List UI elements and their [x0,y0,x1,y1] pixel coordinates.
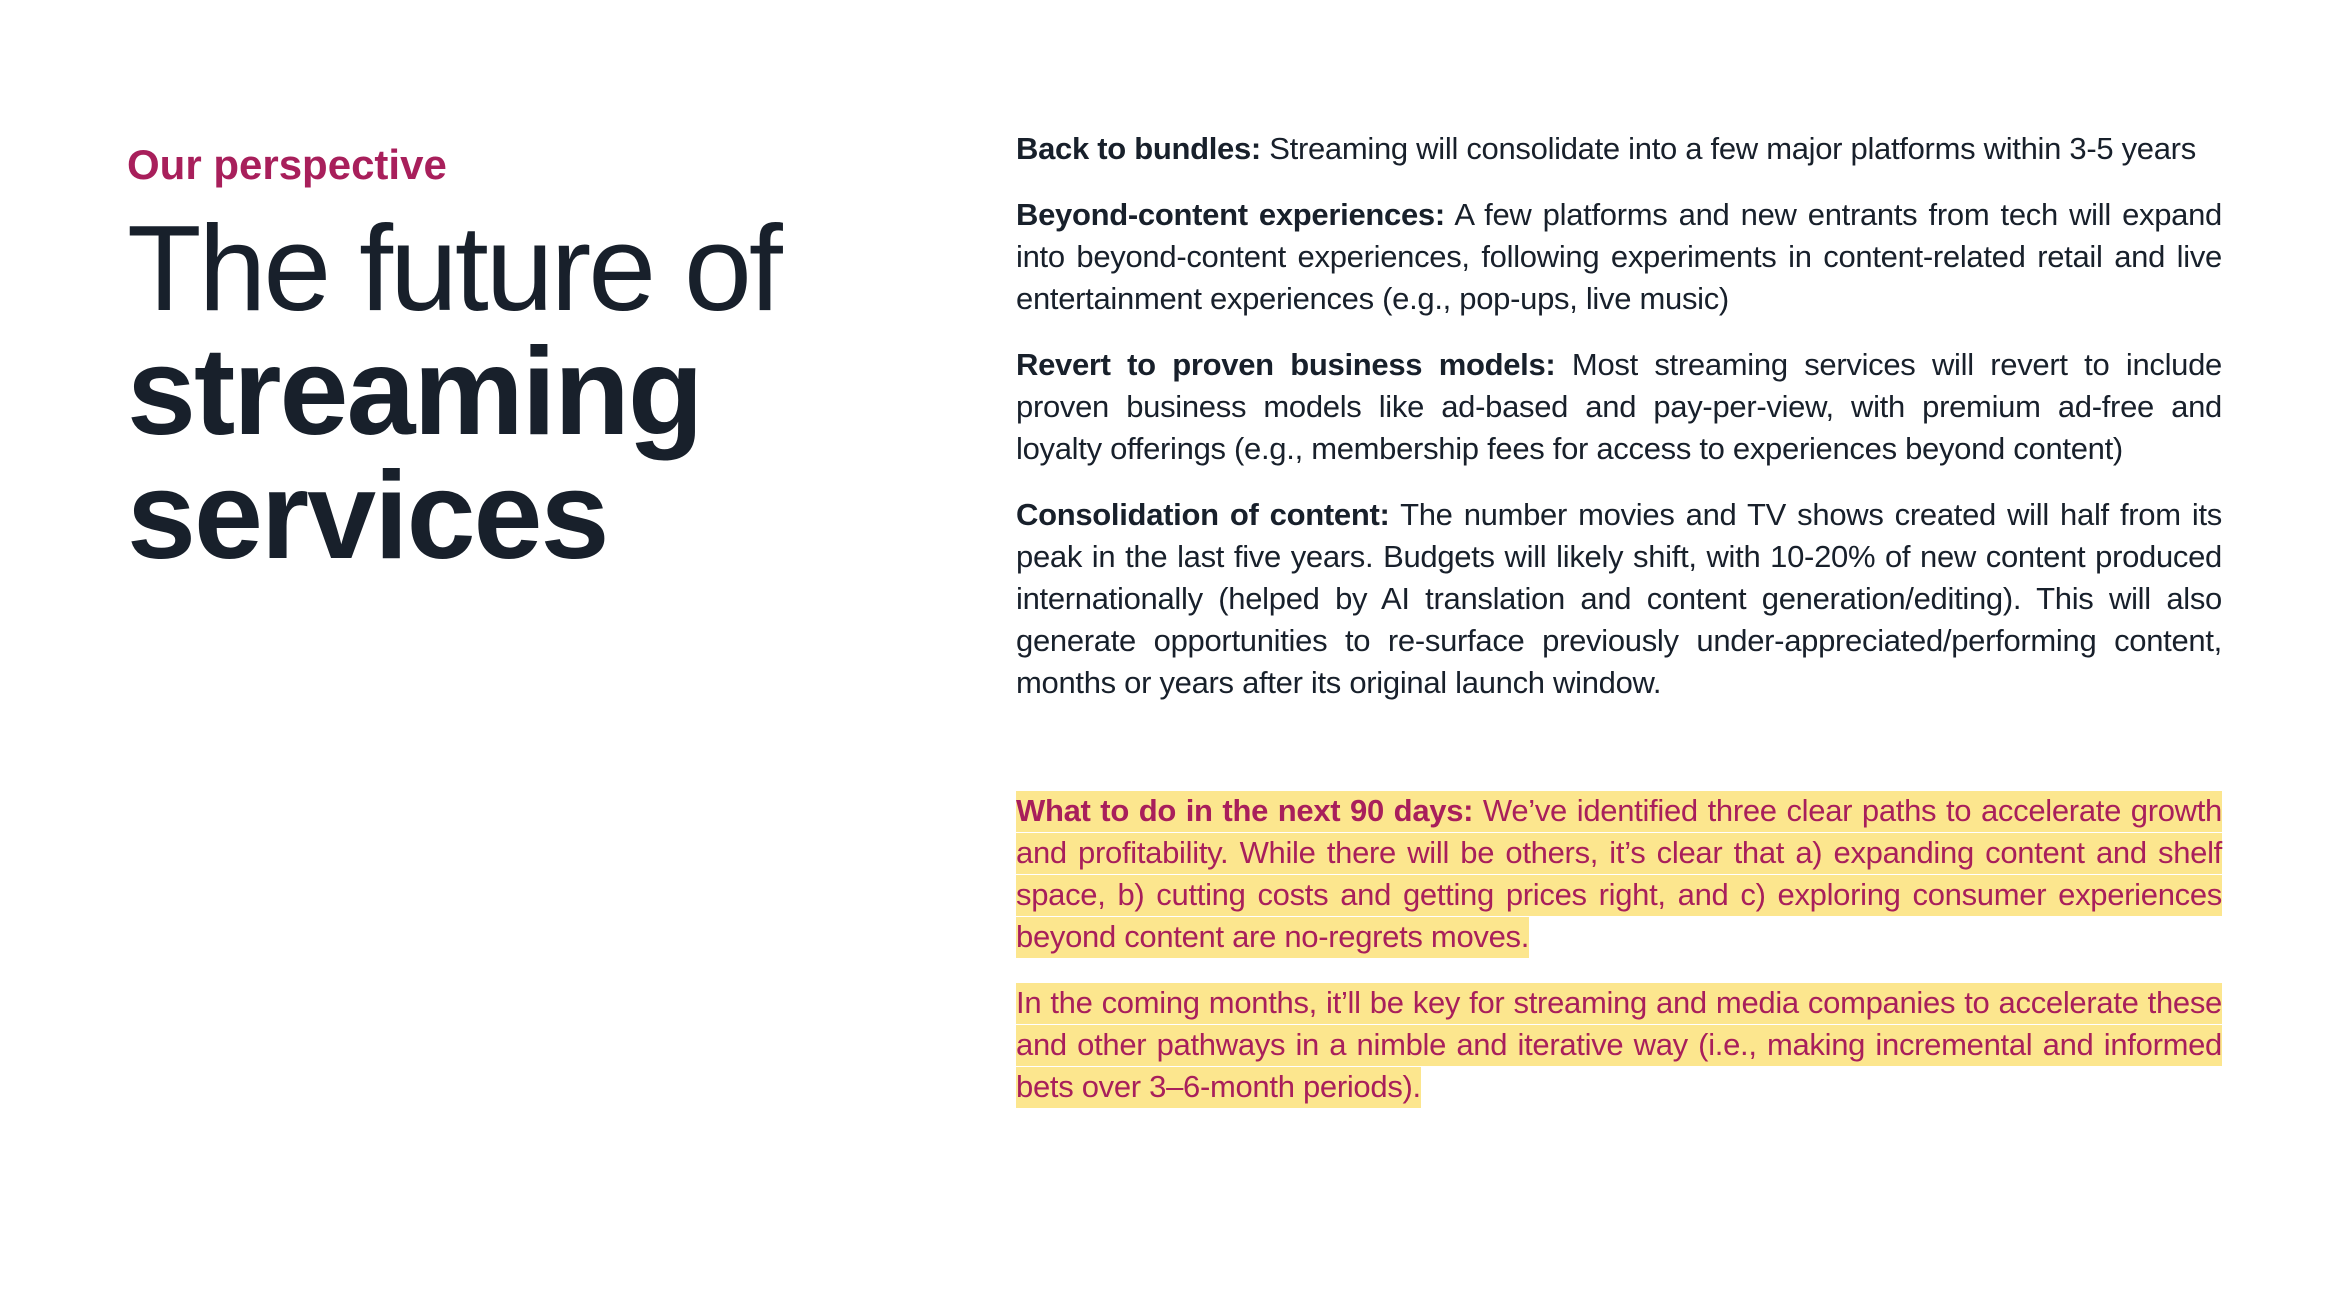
paragraph-back-to-bundles [1016,128,2222,170]
paragraph-title: Consolidation of content: [1016,497,1390,532]
callout-title: What to do in the next 90 days: [1016,793,1474,828]
paragraph-consolidation [1016,494,2222,704]
callout-box [1016,790,2222,1108]
page-title-line-1: The future of [127,200,780,336]
page-title-line-2: streaming [127,323,702,461]
paragraph-title: Beyond-content experiences: [1016,197,1445,232]
callout-next-90-days [1016,790,2222,958]
eyebrow-label: Our perspective [127,141,447,188]
paragraph-title: Back to bundles: [1016,131,1261,166]
paragraph-body: A few platforms and new entrants from tech will expand into beyond-content experiences, following experiments in content-related retail and live entertainment experiences (e.g., pop-ups, live music) [1016,197,2222,316]
page-title [127,200,927,585]
page-title-line-3: services [127,447,608,585]
paragraph-body: Most streaming services will revert to include proven business models like ad-based and pay-per-view, with premium ad-free and loyalty offerings (e.g., membership fees for access to experiences beyond content) [1016,347,2222,466]
title-block [127,138,927,585]
callout-body: We’ve identified three clear paths to accelerate growth and profitability. While there will be others, it’s clear that a) expanding content and shelf space, b) cutting costs and getting prices right, and c) exploring consumer experiences beyond content are no-regrets moves. [1016,793,2223,954]
paragraph-body: Streaming will consolidate into a few major platforms within 3-5 years [1260,131,2196,166]
callout-followup [1016,982,2222,1108]
highlight: In the coming months, it’ll be key for streaming and media companies to accelerate these and other pathways in a nimble and iterative way (i.e., making incremental and informed bets over 3–6-month periods). [1016,983,2222,1108]
highlight [1016,791,2222,958]
perspective-content [1016,128,2222,1132]
paragraph-title: Revert to proven business models: [1016,347,1556,382]
paragraph-beyond-content [1016,194,2222,320]
paragraph-body: The number movies and TV shows created will half from its peak in the last five years. Budgets will likely shift, with 10-20% of new content produced internationally (helped by AI translation and content generation/editing). This will also generate opportunities to re-surface previously under-appreciated/performing content, months or years after its original launch window. [1016,497,2222,700]
paragraph-business-models [1016,344,2222,470]
